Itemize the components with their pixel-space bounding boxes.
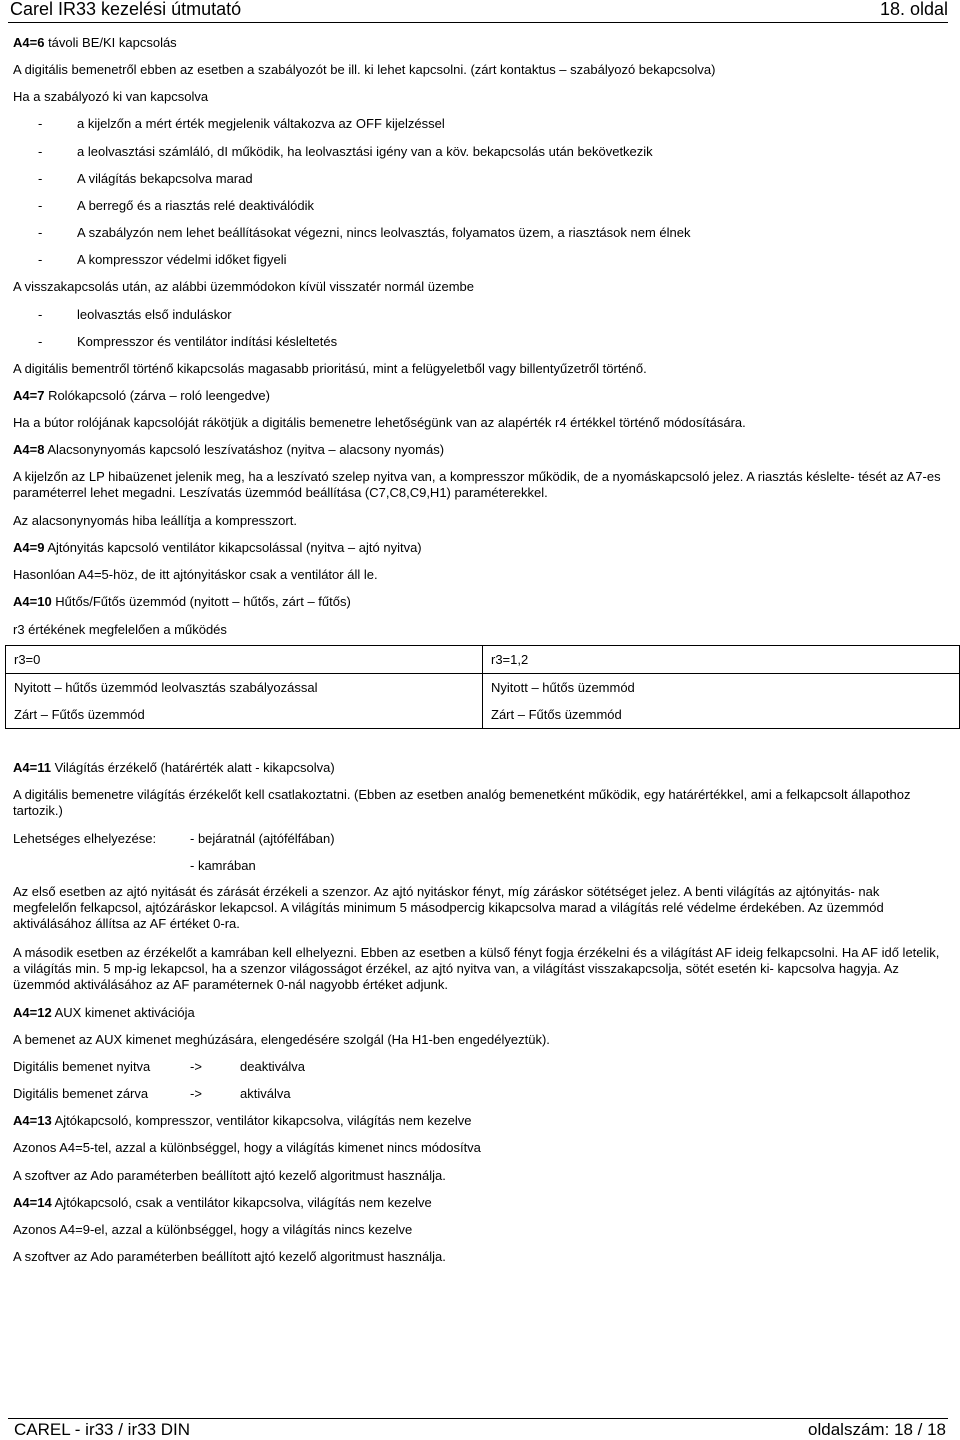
page-header [8, 0, 948, 23]
heading-text: Hűtős/Fűtős üzemmód (nyitott – hűtős, zárt – fűtős) [51, 594, 351, 609]
section-heading [13, 1113, 471, 1128]
section-heading [13, 1005, 195, 1020]
heading-text: Rolókapcsoló (zárva – roló leengedve) [44, 388, 270, 403]
bullet-dash: - [38, 225, 43, 240]
text-line: r3 értékének megfelelően a működés [13, 622, 227, 637]
text-line: A bemenet az AUX kimenet meghúzására, elengedésére szolgál (Ha H1-ben engedélyeztük). [13, 1032, 550, 1047]
bullet-item: a leolvasztási számláló, dI működik, ha leolvasztási igény van a köv. bekapcsolás után bekövetkezik [77, 144, 653, 159]
arrow-sign: -> [190, 1059, 202, 1074]
text-line: Az alacsonynyomás hiba leállítja a kompresszort. [13, 513, 297, 528]
parameter-code: A4=11 [13, 760, 51, 775]
bullet-dash: - [38, 144, 43, 159]
bullet-dash: - [38, 252, 43, 267]
input-state: Digitális bemenet nyitva [13, 1059, 151, 1074]
bullet-item: A berregő és a riasztás relé deaktiválódik [77, 198, 315, 213]
bullet-item: a kijelzőn a mért érték megjelenik váltakozva az OFF kijelzéssel [77, 116, 445, 131]
paragraph: A kijelzőn az LP hibaüzenet jelenik meg, ha a leszívató szelep nyitva van, a kompresszor működik, de a nyomáskapcsoló jelez. A riasztás késlelte- tését az A7-es paraméterrel lehet megadni. Leszívatás üzemmód beállítása (C7,C8,C9,H1) paraméterekkel. [13, 469, 941, 500]
parameter-code: A4=8 [13, 442, 45, 457]
text-line: Azonos A4=5-tel, azzal a különbséggel, hogy a világítás kimenet nincs módosítva [13, 1140, 481, 1155]
heading-text: AUX kimenet aktivációja [51, 1005, 195, 1020]
footer-model: CAREL - ir33 / ir33 DIN [14, 1420, 191, 1439]
heading-text: Ajtónyitás kapcsoló ventilátor kikapcsolással (nyitva – ajtó nyitva) [44, 540, 422, 555]
section-heading [13, 35, 177, 50]
section-heading [13, 442, 444, 457]
text-line: Azonos A4=9-el, azzal a különbséggel, hogy a világítás nincs kezelve [13, 1222, 413, 1237]
r3-right-row2: Zárt – Fűtős üzemmód [491, 707, 622, 722]
r3-table [5, 645, 960, 729]
section-heading [13, 1195, 432, 1210]
parameter-code: A4=6 [13, 35, 45, 50]
heading-text: Ajtókapcsoló, kompresszor, ventilátor kikapcsolva, világítás nem kezelve [51, 1113, 472, 1128]
parameter-code: A4=14 [13, 1195, 52, 1210]
bullet-dash: - [38, 334, 43, 349]
r3-cell-left [6, 674, 483, 729]
bullet-dash: - [38, 307, 43, 322]
r3-left-head: r3=0 [14, 652, 41, 667]
output-state: aktiválva [240, 1086, 291, 1101]
bullet-item: Kompresszor és ventilátor indítási késleltetés [77, 334, 338, 349]
r3-cell-left [6, 646, 483, 674]
arrow-sign: -> [190, 1086, 202, 1101]
location-option: - kamrában [190, 858, 256, 873]
heading-text: távoli BE/KI kapcsolás [44, 35, 177, 50]
r3-cell-right [483, 646, 960, 674]
bullet-item: A kompresszor védelmi időket figyeli [77, 252, 287, 267]
r3-right-head: r3=1,2 [491, 652, 529, 667]
paragraph: Az első esetben az ajtó nyitását és zárását érzékeli a szenzor. Az ajtó nyitáskor fényt, míg záráskor sötétséget jelez. A benti világítás az ajtónyitás- nak megfelelőn felkapcsol, ajtózáráskor lekapcsol. A világítás minimum 5 másodpercig kikapcsolva marad a világítás relé védelme érdekében. Az üzemmód aktiválásához állítsa az AF értéket 0-ra. [13, 884, 884, 931]
parameter-code: A4=12 [13, 1005, 52, 1020]
text-line: A visszakapcsolás után, az alábbi üzemmódokon kívül visszatér normál üzembe [13, 279, 474, 294]
r3-right-row1: Nyitott – hűtős üzemmód [491, 680, 635, 695]
paragraph: A digitális bemenetre világítás érzékelőt kell csatlakoztatni. (Ebben az esetben analóg bemenetként működik, egy határértékkel, ami a felkapcsolt állapothoz tartozik.) [13, 787, 911, 818]
paragraph: A második esetben az érzékelőt a kamrában kell elhelyezni. Ebben az esetben a külső fényt fogja érzékelni és a világítást AF ideig felkapcsolni. Ha AF idő letelik, a világítás min. 5 mp-ig lekapcsol, ha a szenzor világosságot érzékel, az ajtó nyitva van, a világítást visszakapcsolja, sötét esetén ki- kapcsolva hagyja. Az üzemmód aktiválásához az AF paraméternek 0-nál nagyobb értéket adjunk. [13, 945, 940, 992]
text-line: Hasonlóan A4=5-höz, de itt ajtónyitáskor csak a ventilátor áll le. [13, 567, 378, 582]
location-option: - bejáratnál (ajtófélfában) [190, 831, 335, 846]
parameter-code: A4=7 [13, 388, 45, 403]
r3-left-row1: Nyitott – hűtős üzemmód leolvasztás szabályozással [14, 680, 318, 695]
page-number: 18. oldal [879, 0, 948, 19]
text-line: Ha a szabályozó ki van kapcsolva [13, 89, 209, 104]
section-heading [13, 388, 270, 403]
output-state: deaktiválva [240, 1059, 306, 1074]
section-heading [13, 594, 351, 609]
bullet-dash: - [38, 171, 43, 186]
parameter-code: A4=10 [13, 594, 52, 609]
document-title: Carel IR33 kezelési útmutató [10, 0, 242, 19]
text-line: A digitális bementről történő kikapcsolás magasabb prioritású, mint a felügyeletből vagy billentyűzetről történő. [13, 361, 647, 376]
bullet-item: A világítás bekapcsolva marad [77, 171, 253, 186]
parameter-code: A4=13 [13, 1113, 52, 1128]
parameter-code: A4=9 [13, 540, 45, 555]
text-line: A szoftver az Ado paraméterben beállított ajtó kezelő algoritmust használja. [13, 1249, 446, 1264]
heading-text: Ajtókapcsoló, csak a ventilátor kikapcsolva, világítás nem kezelve [51, 1195, 432, 1210]
heading-text: Világítás érzékelő (határérték alatt - kikapcsolva) [50, 760, 335, 775]
input-state: Digitális bemenet zárva [13, 1086, 149, 1101]
r3-left-row2: Zárt – Fűtős üzemmód [14, 707, 145, 722]
bullet-dash: - [38, 198, 43, 213]
text-line: Lehetséges elhelyezése: [13, 831, 157, 846]
section-heading [13, 540, 422, 555]
text-line: A szoftver az Ado paraméterben beállított ajtó kezelő algoritmust használja. [13, 1168, 446, 1183]
section-heading [13, 760, 335, 775]
page-footer [8, 1418, 948, 1438]
footer-page-count: oldalszám: 18 / 18 [808, 1420, 946, 1439]
r3-cell-right [483, 674, 960, 729]
heading-text: Alacsonynyomás kapcsoló leszívatáshoz (nyitva – alacsony nyomás) [44, 442, 445, 457]
bullet-item: A szabályzón nem lehet beállításokat végezni, nincs leolvasztás, folyamatos üzem, a riasztások nem élnek [77, 225, 691, 240]
text-line: Ha a bútor rolójának kapcsolóját rákötjük a digitális bemenetre lehetőségünk van az alapérték r4 értékkel történő módosítására. [13, 415, 746, 430]
bullet-dash: - [38, 116, 43, 131]
bullet-item: leolvasztás első induláskor [77, 307, 232, 322]
text-line: A digitális bemenetről ebben az esetben a szabályozót be ill. ki lehet kapcsolni. (zárt kontaktus – szabályozó bekapcsolva) [13, 62, 716, 77]
